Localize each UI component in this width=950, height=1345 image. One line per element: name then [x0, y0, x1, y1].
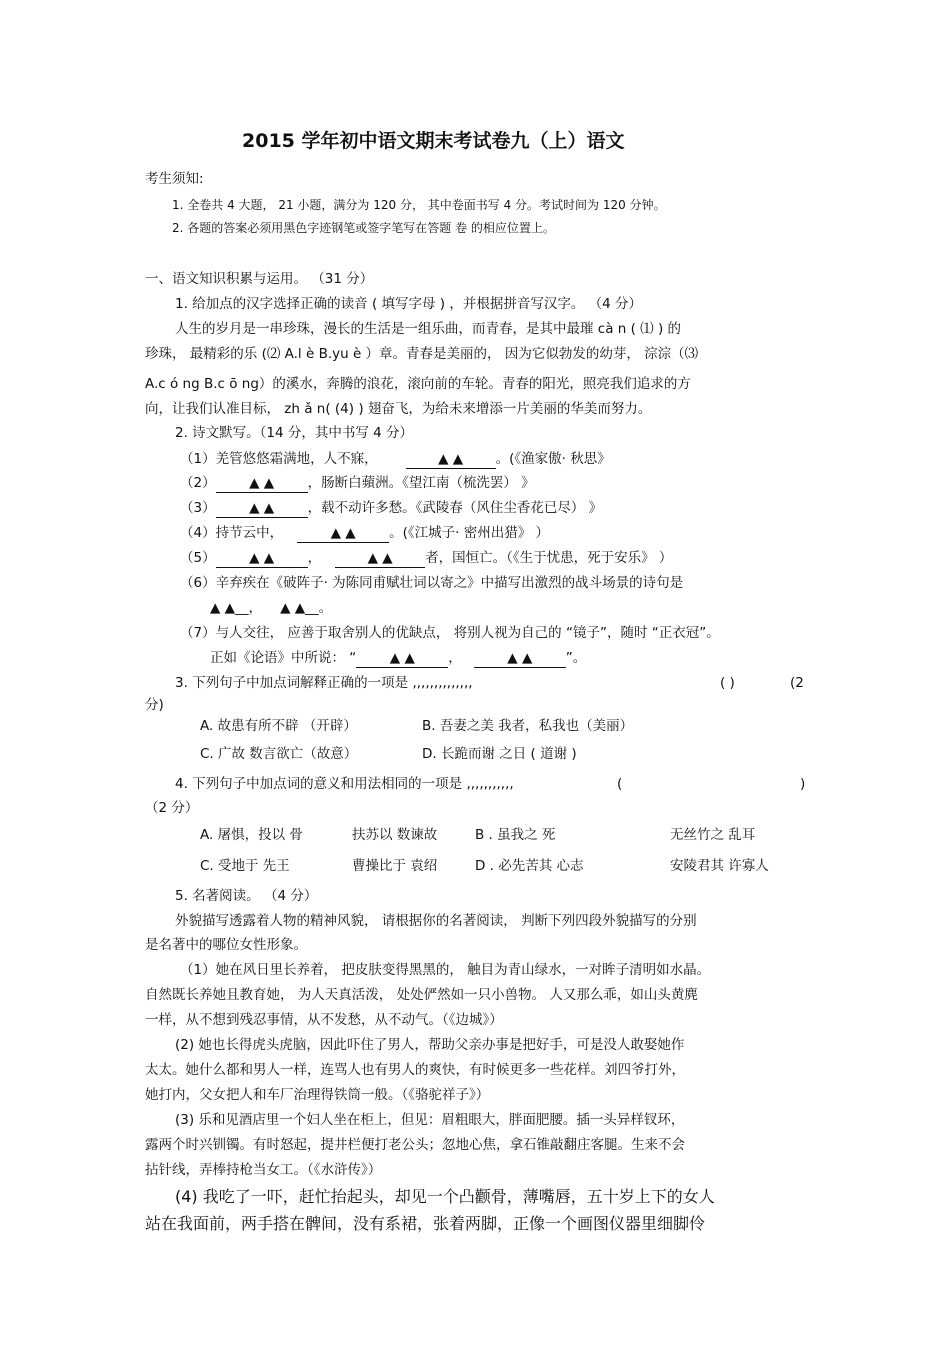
q4-paren-close: ): [800, 776, 806, 792]
q2-item-3: [180, 499, 602, 518]
q2-item-4: [180, 524, 549, 543]
q4-stem: 4. 下列句子中加点词的意义和用法相同的一项是 ,,,,,,,,,,,: [175, 776, 514, 792]
q2-blank-6a: ▲ ▲__，: [210, 600, 263, 616]
q1-line-2: 珍珠， 最精彩的乐 (⑵ A.l è B.yu è ）章。青春是美丽的， 因为它似勃发的幼芽， 淙淙（⑶: [145, 346, 699, 362]
q2-blank-5b: ▲ ▲: [335, 549, 425, 568]
q2-item-7-end: ”。: [565, 650, 587, 666]
notice-heading: 考生须知:: [145, 171, 204, 187]
q2-item-5-text: 者，国恒亡。（《生于忧患，死于安乐》 ）: [425, 550, 673, 566]
q5-passage-1-line-1: （1）她在风日里长养着， 把皮肤变得黑黑的， 触目为青山绿水，一对眸子清明如水晶。: [180, 962, 711, 978]
q3-option-d: D. 长跪而谢 之日 ( 道谢 ): [422, 746, 577, 762]
notice-item-1: 1. 全卷共 4 大题， 21 小题，满分为 120 分， 其中卷面书写 4 分。考试时间为 120 分钟。: [172, 198, 666, 212]
q4-option-d-1: D . 必先苦其 心志: [475, 858, 584, 874]
q5-passage-2-line-2: 太太。她什么都和男人一样，连骂人也有男人的爽快，有时候更多一些花样。刘四爷打外，: [145, 1062, 685, 1078]
q2-item-7: （7）与人交往， 应善于取舍别人的优缺点， 将别人视为自己的 “镜子”，随时 “正衣冠”。: [180, 625, 720, 641]
notice-item-2: 2. 各题的答案必须用黑色字迹钢笔或签字笔写在答题 卷 的相应位置上。: [172, 221, 555, 235]
q2-item-7-quote: [210, 649, 586, 668]
q4-option-a-2: 扶苏以 数谏故: [352, 827, 438, 843]
q3-answer-paren: ( ): [720, 675, 735, 691]
q2-item-5-num: （5）: [180, 550, 216, 566]
q3-option-b: B. 吾妻之美 我者，私我也（美丽）: [422, 718, 634, 734]
q2-blank-1: ▲ ▲: [406, 450, 496, 469]
q4-paren-open: (: [617, 776, 623, 792]
q2-item-7-text: 正如《论语》中所说： “: [210, 650, 357, 666]
q2-item-5-comma: ，: [307, 550, 322, 566]
q5-passage-2-line-3: 她打内，父女把人和车厂治理得铁筒一般。（《骆驼祥子》）: [145, 1087, 490, 1103]
q2-item-4-text: （4）持节云中，: [180, 525, 284, 541]
q5-passage-3-line-1: (3) 乐和见酒店里一个妇人坐在柜上，但见：眉粗眼大，胖面肥腰。插一头异样钗环，: [175, 1112, 685, 1128]
q5-intro-2: 是名著中的哪位女性形象。: [145, 937, 307, 953]
q4-option-d-2: 安陵君其 许寡人: [670, 858, 769, 874]
q5-passage-3-line-2: 露两个时兴钏镯。有时怒起，提井栏便打老公头；忽地心焦，拿石锥敲翻庄客腿。生来不会: [145, 1137, 685, 1153]
q4-option-c-1: C. 受地于 先王: [200, 858, 290, 874]
q2-item-3-num: （3）: [180, 500, 216, 516]
q3-option-c: C. 广故 数言欲亡（故意）: [200, 746, 358, 762]
q4-option-b-1: B . 虽我之 死: [475, 827, 556, 843]
q2-item-1-text: （1）羌管悠悠霜满地，人不寐，: [180, 451, 378, 467]
q3-option-a: A. 故患有所不辟 （开辟）: [200, 718, 357, 734]
q3-points-cont: 分): [145, 697, 164, 713]
q4-points: （2 分）: [145, 800, 199, 816]
q2-item-5: [180, 549, 672, 568]
q2-item-6: （6）辛弃疾在《破阵子· 为陈同甫赋壮词以寄之》中描写出激烈的战斗场景的诗句是: [180, 575, 684, 591]
q4-option-b-2: 无丝竹之 乱耳: [670, 827, 756, 843]
q2-stem: 2. 诗文默写。（14 分，其中书写 4 分）: [175, 425, 414, 441]
q2-blank-7a: ▲ ▲: [356, 649, 448, 668]
q5-intro-1: 外貌描写透露着人物的精神风貌， 请根据你的名著阅读， 判断下列四段外貌描写的分别: [175, 913, 697, 929]
q2-blank-2: ▲ ▲: [216, 474, 308, 493]
q1-line-1: 人生的岁月是一串珍珠，漫长的生活是一组乐曲，而青春，是其中最璀 cà n ( ⑴ ) 的: [175, 321, 682, 337]
q2-item-7-comma: ，: [448, 650, 462, 666]
q5-passage-1-line-2: 自然既长养她且教育她， 为人天真活泼， 处处俨然如一只小兽物。 人又那么乖，如山头黄麂: [145, 987, 698, 1003]
q1-line-4: 向，让我们认准目标， zh ǎ n( (4) ) 翅奋飞，为给未来增添一片美丽的华美而努力。: [145, 401, 652, 417]
q2-item-1-source: 。(《渔家傲· 秋思》: [495, 451, 611, 467]
q2-item-4-source: 。(《江城子· 密州出猎》 ）: [389, 525, 549, 541]
q2-blank-4: ▲ ▲: [297, 524, 389, 543]
q4-option-c-2: 曹操比于 袁绍: [352, 858, 438, 874]
q2-item-2-num: （2）: [180, 475, 216, 491]
q5-passage-2-line-1: (2) 她也长得虎头虎脑，因此吓住了男人，帮助父亲办事是把好手，可是没人敢娶她作: [175, 1037, 685, 1053]
q1-line-3: A.c ó ng B.c ō ng）的溪水，奔腾的浪花，滚向前的车轮。青春的阳光，照亮我们追求的方: [145, 376, 691, 392]
q2-blank-5a: ▲ ▲: [216, 549, 308, 568]
q2-item-2-text: ，肠断白蘋洲。《望江南（梳洗罢） 》: [307, 475, 535, 491]
q2-blank-7b: ▲ ▲: [474, 649, 566, 668]
q2-blank-6b: ▲ ▲__。: [280, 600, 333, 616]
q3-stem: 3. 下列句子中加点词解释正确的一项是 ,,,,,,,,,,,,,,: [175, 675, 473, 691]
q3-points: (2: [790, 675, 804, 691]
q5-passage-1-line-3: 一样，从不想到残忍事情，从不发愁，从不动气。（《边城》）: [145, 1012, 503, 1028]
q5-passage-4-line-1: (4) 我吃了一吓，赶忙抬起头，却见一个凸颧骨，薄嘴唇，五十岁上下的女人: [175, 1187, 715, 1206]
q2-item-6-answers: [210, 599, 332, 617]
q1-stem: 1. 给加点的汉字选择正确的读音 ( 填写字母 ) ，并根据拼音写汉字。 （4 分）: [175, 296, 643, 312]
q4-option-a-1: A. 屠惧，投以 骨: [200, 827, 303, 843]
q5-passage-4-line-2: 站在我面前，两手搭在髀间，没有系裙，张着两脚，正像一个画图仪器里细脚伶: [145, 1214, 706, 1233]
q5-stem: 5. 名著阅读。 （4 分）: [175, 888, 318, 904]
q2-blank-3: ▲ ▲: [216, 499, 308, 518]
q5-passage-3-line-3: 拈针线，弄棒持枪当女工。（《水浒传》）: [145, 1162, 382, 1178]
q2-item-3-text: ，载不动许多愁。《武陵春（风住尘香花已尽） 》: [307, 500, 603, 516]
q2-item-2: [180, 474, 535, 493]
section-1-heading: 一、语文知识积累与运用。 （31 分）: [145, 271, 374, 287]
q2-item-1: [180, 450, 611, 469]
page-title: 2015 学年初中语文期末考试卷九（上）语文: [242, 130, 625, 152]
